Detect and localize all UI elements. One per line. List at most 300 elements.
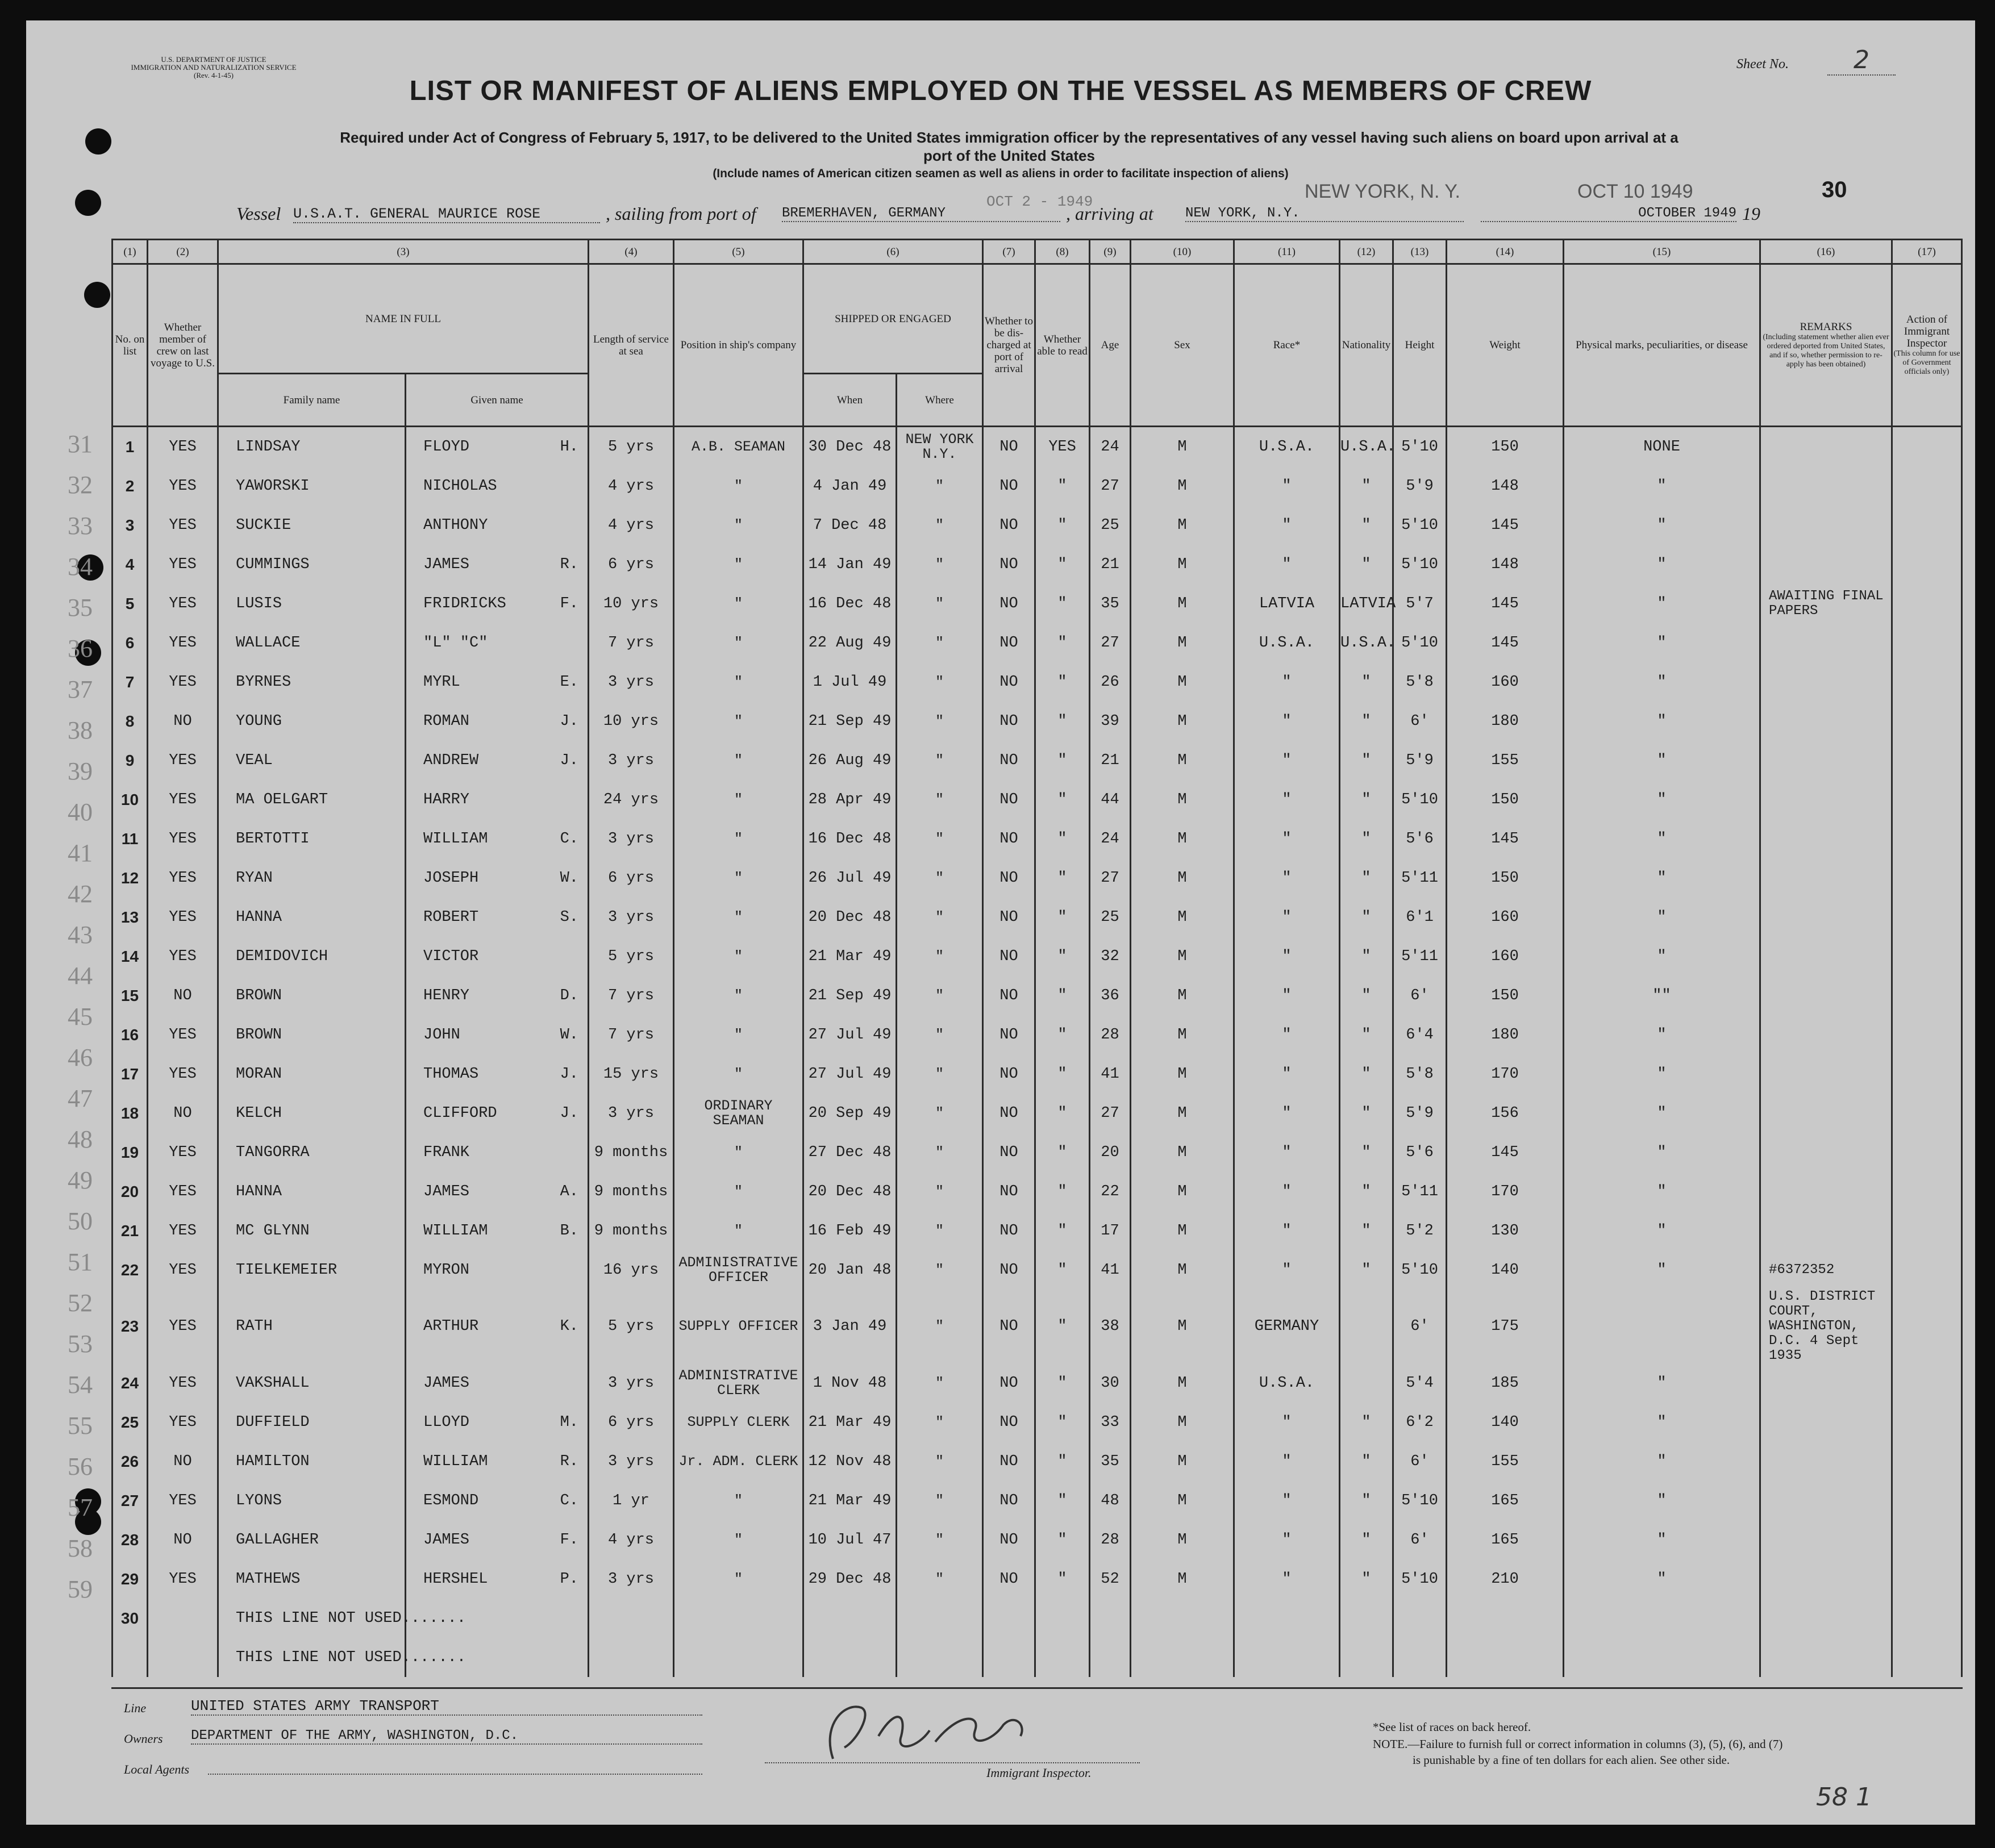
shipped-when-cell: 20 Jan 48 — [803, 1250, 897, 1290]
row-number: 8 — [113, 702, 148, 741]
margin-number: 42 — [68, 880, 93, 908]
family-name-cell: MATHEWS — [218, 1559, 406, 1599]
position-cell: " — [674, 976, 803, 1015]
remarks-cell — [1760, 427, 1892, 467]
family-name-cell: BYRNES — [218, 662, 406, 702]
shipped-when-cell: 27 Jul 49 — [803, 1015, 897, 1054]
family-name-cell: YOUNG — [218, 702, 406, 741]
last-voyage-cell: YES — [148, 1481, 218, 1520]
shipped-when-cell: 7 Dec 48 — [803, 506, 897, 545]
remarks-cell — [1760, 1172, 1892, 1211]
discharged-cell: NO — [983, 506, 1035, 545]
given-name: VICTOR — [423, 948, 479, 965]
manifest-sheet — [26, 20, 1975, 1825]
position-cell: " — [674, 1211, 803, 1250]
header-shipped-engaged: SHIPPED OR ENGAGED — [803, 264, 983, 374]
shipped-when-cell: 20 Dec 48 — [803, 1172, 897, 1211]
race-cell — [1234, 1638, 1340, 1677]
nationality-cell — [1340, 1599, 1393, 1638]
action-cell — [1892, 1015, 1962, 1054]
column-number: (13) — [1393, 240, 1447, 264]
family-name-cell: BROWN — [218, 976, 406, 1015]
weight-cell: 160 — [1447, 662, 1564, 702]
given-name-cell — [406, 976, 589, 1015]
remarks-cell — [1760, 898, 1892, 937]
given-name-cell — [406, 623, 589, 662]
family-name-cell: MORAN — [218, 1054, 406, 1094]
shipped-when-cell — [803, 1599, 897, 1638]
height-cell: 6' — [1393, 1520, 1447, 1559]
given-name: THOMAS — [423, 1065, 479, 1083]
nationality-cell: " — [1340, 1520, 1393, 1559]
action-cell — [1892, 1290, 1962, 1363]
sex-cell: M — [1131, 545, 1234, 584]
column-number: (6) — [803, 240, 983, 264]
last-voyage-cell: YES — [148, 1250, 218, 1290]
race-cell — [1234, 1599, 1340, 1638]
header-sex: Sex — [1131, 264, 1234, 427]
last-voyage-cell: NO — [148, 1442, 218, 1481]
nationality-cell: " — [1340, 898, 1393, 937]
sex-cell — [1131, 1599, 1234, 1638]
shipped-when-cell: 27 Jul 49 — [803, 1054, 897, 1094]
weight-cell: 180 — [1447, 702, 1564, 741]
discharged-cell: NO — [983, 545, 1035, 584]
weight-cell: 156 — [1447, 1094, 1564, 1133]
given-name-cell — [406, 858, 589, 898]
given-name: LLOYD — [423, 1413, 470, 1431]
able-read-cell: " — [1035, 1250, 1090, 1290]
remarks-title: REMARKS — [1800, 321, 1852, 333]
action-cell — [1892, 1559, 1962, 1599]
given-name: ESMOND — [423, 1492, 479, 1509]
height-cell: 5'10 — [1393, 1250, 1447, 1290]
service-length-cell: 10 yrs — [589, 702, 674, 741]
table-row — [113, 1481, 1962, 1520]
last-voyage-cell: YES — [148, 427, 218, 467]
middle-initial: M. — [560, 1413, 578, 1431]
able-read-cell: YES — [1035, 427, 1090, 467]
middle-initial: S. — [560, 908, 578, 926]
race-cell: " — [1234, 1520, 1340, 1559]
margin-number: 59 — [68, 1575, 93, 1603]
able-read-cell: " — [1035, 1403, 1090, 1442]
shipped-where-cell: " — [897, 819, 983, 858]
race-cell: U.S.A. — [1234, 623, 1340, 662]
row-number: 24 — [113, 1363, 148, 1403]
row-number: 2 — [113, 466, 148, 506]
given-name: ANDREW — [423, 752, 479, 769]
given-name: FRIDRICKS — [423, 595, 506, 612]
discharged-cell — [983, 1599, 1035, 1638]
shipped-where-cell: " — [897, 1094, 983, 1133]
nationality-cell — [1340, 1290, 1393, 1363]
middle-initial: W. — [560, 1026, 578, 1044]
position-cell: " — [674, 1133, 803, 1172]
action-cell — [1892, 1211, 1962, 1250]
race-cell: " — [1234, 1094, 1340, 1133]
family-name-cell: DEMIDOVICH — [218, 937, 406, 976]
column-number: (11) — [1234, 240, 1340, 264]
last-voyage-cell: YES — [148, 858, 218, 898]
discharged-cell: NO — [983, 1481, 1035, 1520]
year-label: 19 — [1742, 203, 1760, 224]
arrival-stamp-date: OCT 10 1949 — [1577, 181, 1693, 202]
given-name-cell — [406, 545, 589, 584]
service-length-cell: 24 yrs — [589, 780, 674, 819]
given-name: FLOYD — [423, 438, 470, 456]
physical-marks-cell: " — [1564, 741, 1760, 780]
last-voyage-cell: NO — [148, 976, 218, 1015]
able-read-cell: " — [1035, 545, 1090, 584]
column-number: (1) — [113, 240, 148, 264]
position-cell: Jr. ADM. CLERK — [674, 1442, 803, 1481]
physical-marks-cell: " — [1564, 819, 1760, 858]
shipped-when-cell: 21 Mar 49 — [803, 1481, 897, 1520]
service-length-cell: 7 yrs — [589, 976, 674, 1015]
height-cell: 5'6 — [1393, 819, 1447, 858]
shipped-when-cell: 16 Feb 49 — [803, 1211, 897, 1250]
arriving-label: , arriving at — [1066, 203, 1153, 224]
family-name-cell: TANGORRA — [218, 1133, 406, 1172]
physical-marks-cell: " — [1564, 1442, 1760, 1481]
row-number: 16 — [113, 1015, 148, 1054]
sex-cell: M — [1131, 1250, 1234, 1290]
crew-manifest-table — [111, 239, 1963, 1677]
position-cell: " — [674, 1481, 803, 1520]
column-number: (15) — [1564, 240, 1760, 264]
last-voyage-cell: YES — [148, 623, 218, 662]
given-name: WILLIAM — [423, 1453, 488, 1470]
race-cell: " — [1234, 1015, 1340, 1054]
shipped-when-cell: 20 Dec 48 — [803, 898, 897, 937]
position-cell: " — [674, 1172, 803, 1211]
header-name-in-full: NAME IN FULL — [218, 264, 589, 374]
action-cell — [1892, 1403, 1962, 1442]
last-voyage-cell: YES — [148, 780, 218, 819]
shipped-when-cell: 21 Mar 49 — [803, 1403, 897, 1442]
weight-cell: 155 — [1447, 1442, 1564, 1481]
table-row — [113, 1442, 1962, 1481]
race-cell: " — [1234, 858, 1340, 898]
table-row — [113, 662, 1962, 702]
discharged-cell: NO — [983, 780, 1035, 819]
subtitle-line: Required under Act of Congress of February 5, 1917, to be delivered to the United States immigration officer by the representatives of any vessel having such aliens on board upon arrival at a — [340, 129, 1679, 146]
race-cell: LATVIA — [1234, 584, 1340, 623]
shipped-where-cell: " — [897, 1403, 983, 1442]
discharged-cell: NO — [983, 662, 1035, 702]
given-name-cell — [406, 1559, 589, 1599]
height-cell: 6'4 — [1393, 1015, 1447, 1054]
sex-cell: M — [1131, 1172, 1234, 1211]
shipped-where-cell: NEW YORK N.Y. — [897, 427, 983, 467]
given-name: ARTHUR — [423, 1318, 479, 1335]
family-name-cell: WALLACE — [218, 623, 406, 662]
nationality-cell: " — [1340, 1211, 1393, 1250]
last-voyage-cell — [148, 1599, 218, 1638]
shipped-when-cell: 1 Jul 49 — [803, 662, 897, 702]
sex-cell: M — [1131, 741, 1234, 780]
discharged-cell: NO — [983, 1015, 1035, 1054]
position-cell — [674, 1599, 803, 1638]
table-row — [113, 545, 1962, 584]
service-length-cell: 6 yrs — [589, 545, 674, 584]
header-when: When — [803, 374, 897, 427]
sex-cell: M — [1131, 898, 1234, 937]
able-read-cell: " — [1035, 1363, 1090, 1403]
shipped-where-cell: " — [897, 780, 983, 819]
service-length-cell: 5 yrs — [589, 1290, 674, 1363]
height-cell: 6'1 — [1393, 898, 1447, 937]
age-cell: 35 — [1090, 584, 1131, 623]
service-length-cell: 4 yrs — [589, 466, 674, 506]
remarks-note: (Including statement whether alien ever ordered deported from United States, and if so, whether permission to re-apply has been obtained) — [1763, 333, 1889, 369]
sex-cell: M — [1131, 858, 1234, 898]
given-name: HERSHEL — [423, 1570, 488, 1588]
height-cell: 5'9 — [1393, 1094, 1447, 1133]
action-cell — [1892, 662, 1962, 702]
race-cell: " — [1234, 702, 1340, 741]
given-name-cell — [406, 819, 589, 858]
shipped-when-cell: 14 Jan 49 — [803, 545, 897, 584]
given-name: HENRY — [423, 987, 470, 1004]
last-voyage-cell: YES — [148, 1211, 218, 1250]
given-name-cell — [406, 427, 589, 467]
height-cell: 5'9 — [1393, 466, 1447, 506]
header-where: Where — [897, 374, 983, 427]
shipped-where-cell: " — [897, 937, 983, 976]
agents-label: Local Agents — [124, 1762, 190, 1776]
discharged-cell: NO — [983, 623, 1035, 662]
weight-cell: 165 — [1447, 1481, 1564, 1520]
sex-cell: M — [1131, 976, 1234, 1015]
middle-initial: J. — [560, 712, 578, 730]
given-name: JAMES — [423, 1374, 470, 1392]
shipped-where-cell: " — [897, 976, 983, 1015]
races-note: *See list of races on back hereof. — [1373, 1720, 1531, 1734]
service-length-cell: 15 yrs — [589, 1054, 674, 1094]
remarks-cell — [1760, 1442, 1892, 1481]
action-cell — [1892, 1094, 1962, 1133]
weight-cell: 145 — [1447, 584, 1564, 623]
action-cell — [1892, 702, 1962, 741]
middle-initial: J. — [560, 1065, 578, 1083]
height-cell: 5'7 — [1393, 584, 1447, 623]
shipped-when-cell: 4 Jan 49 — [803, 466, 897, 506]
position-cell: " — [674, 741, 803, 780]
weight-cell: 210 — [1447, 1559, 1564, 1599]
nationality-cell: " — [1340, 741, 1393, 780]
family-name-cell: GALLAGHER — [218, 1520, 406, 1559]
position-cell: SUPPLY CLERK — [674, 1403, 803, 1442]
age-cell: 27 — [1090, 858, 1131, 898]
remarks-cell — [1760, 1015, 1892, 1054]
sex-cell: M — [1131, 427, 1234, 467]
family-name-cell: KELCH — [218, 1094, 406, 1133]
sailing-stamp: OCT 2 - 1949 — [986, 193, 1093, 210]
physical-marks-cell: " — [1564, 506, 1760, 545]
shipped-when-cell: 16 Dec 48 — [803, 819, 897, 858]
table-row — [113, 976, 1962, 1015]
physical-marks-cell: " — [1564, 1520, 1760, 1559]
last-voyage-cell: YES — [148, 1559, 218, 1599]
sex-cell: M — [1131, 1520, 1234, 1559]
action-cell — [1892, 466, 1962, 506]
row-number: 20 — [113, 1172, 148, 1211]
sex-cell: M — [1131, 702, 1234, 741]
given-name: NICHOLAS — [423, 477, 497, 495]
weight-cell: 140 — [1447, 1403, 1564, 1442]
action-cell — [1892, 1638, 1962, 1677]
remarks-cell — [1760, 976, 1892, 1015]
sailing-port: BREMERHAVEN, GERMANY — [782, 206, 1060, 222]
crew-rows — [113, 427, 1962, 1678]
sheet-number: 2 — [1827, 45, 1896, 76]
given-name-cell — [406, 1363, 589, 1403]
remarks-cell — [1760, 1520, 1892, 1559]
physical-marks-cell: "" — [1564, 976, 1760, 1015]
middle-initial: R. — [560, 556, 578, 573]
middle-initial: A. — [560, 1183, 578, 1200]
header-no-on-list: No. on list — [113, 264, 148, 427]
page-mark: 58 1 — [1816, 1783, 1872, 1812]
given-name: ROMAN — [423, 712, 470, 730]
table-row — [113, 898, 1962, 937]
discharged-cell: NO — [983, 702, 1035, 741]
table-row — [113, 1054, 1962, 1094]
arriving-port: NEW YORK, N.Y. — [1185, 206, 1464, 222]
action-cell — [1892, 898, 1962, 937]
age-cell: 30 — [1090, 1363, 1131, 1403]
able-read-cell: " — [1035, 584, 1090, 623]
height-cell: 5'6 — [1393, 1133, 1447, 1172]
physical-marks-cell: " — [1564, 1211, 1760, 1250]
shipped-where-cell: " — [897, 1481, 983, 1520]
weight-cell: 148 — [1447, 545, 1564, 584]
position-cell: ADMINISTRATIVE CLERK — [674, 1363, 803, 1403]
header-family-name: Family name — [218, 374, 406, 427]
height-cell: 5'10 — [1393, 506, 1447, 545]
shipped-where-cell: " — [897, 1015, 983, 1054]
height-cell: 6' — [1393, 1442, 1447, 1481]
weight-cell — [1447, 1599, 1564, 1638]
weight-cell: 170 — [1447, 1054, 1564, 1094]
family-name-cell: BERTOTTI — [218, 819, 406, 858]
weight-cell: 150 — [1447, 780, 1564, 819]
subtitle-note: (Include names of American citizen seamen as well as aliens in order to facilitate inspection of aliens) — [713, 167, 1289, 180]
subtitle-line: port of the United States — [923, 147, 1095, 164]
given-name-cell — [406, 1211, 589, 1250]
sex-cell: M — [1131, 1094, 1234, 1133]
last-voyage-cell: YES — [148, 1054, 218, 1094]
age-cell: 26 — [1090, 662, 1131, 702]
row-number — [113, 1638, 148, 1677]
race-cell: " — [1234, 1442, 1340, 1481]
able-read-cell: " — [1035, 623, 1090, 662]
physical-marks-cell — [1564, 1290, 1760, 1363]
table-row — [113, 1015, 1962, 1054]
shipped-when-cell: 1 Nov 48 — [803, 1363, 897, 1403]
nationality-cell: " — [1340, 1015, 1393, 1054]
line-value: UNITED STATES ARMY TRANSPORT — [191, 1697, 702, 1716]
position-cell — [674, 1638, 803, 1677]
position-cell: " — [674, 662, 803, 702]
shipped-when-cell: 26 Jul 49 — [803, 858, 897, 898]
shipped-when-cell: 27 Dec 48 — [803, 1133, 897, 1172]
last-voyage-cell: YES — [148, 584, 218, 623]
shipped-when-cell: 21 Sep 49 — [803, 976, 897, 1015]
shipped-when-cell: 29 Dec 48 — [803, 1559, 897, 1599]
given-name: JAMES — [423, 556, 470, 573]
shipped-where-cell: " — [897, 1133, 983, 1172]
margin-number: 55 — [68, 1412, 93, 1440]
age-cell: 38 — [1090, 1290, 1131, 1363]
discharged-cell: NO — [983, 976, 1035, 1015]
table-bottom-rule — [111, 1687, 1963, 1689]
row-number: 12 — [113, 858, 148, 898]
table-row — [113, 427, 1962, 467]
age-cell: 44 — [1090, 780, 1131, 819]
action-cell — [1892, 1054, 1962, 1094]
given-name-cell — [406, 937, 589, 976]
sex-cell: M — [1131, 937, 1234, 976]
margin-number: 53 — [68, 1330, 93, 1358]
physical-marks-cell: " — [1564, 858, 1760, 898]
line-label: Line — [124, 1701, 147, 1715]
position-cell: " — [674, 898, 803, 937]
margin-number: 45 — [68, 1003, 93, 1031]
column-number: (10) — [1131, 240, 1234, 264]
nationality-cell: " — [1340, 819, 1393, 858]
last-voyage-cell: YES — [148, 937, 218, 976]
race-cell: " — [1234, 1172, 1340, 1211]
table-row — [113, 1250, 1962, 1290]
height-cell: 5'11 — [1393, 1172, 1447, 1211]
family-name-cell: SUCKIE — [218, 506, 406, 545]
race-cell: " — [1234, 1559, 1340, 1599]
shipped-where-cell: " — [897, 623, 983, 662]
table-row — [113, 1172, 1962, 1211]
position-cell: SUPPLY OFFICER — [674, 1290, 803, 1363]
service-length-cell: 6 yrs — [589, 858, 674, 898]
sex-cell: M — [1131, 780, 1234, 819]
service-length-cell — [589, 1599, 674, 1638]
row-number: 22 — [113, 1250, 148, 1290]
margin-number: 34 — [68, 553, 93, 581]
row-number: 28 — [113, 1520, 148, 1559]
age-cell: 21 — [1090, 545, 1131, 584]
table-row — [113, 1290, 1962, 1363]
weight-cell: 165 — [1447, 1520, 1564, 1559]
age-cell: 21 — [1090, 741, 1131, 780]
table-row — [113, 506, 1962, 545]
discharged-cell: NO — [983, 1520, 1035, 1559]
last-voyage-cell: YES — [148, 1363, 218, 1403]
sex-cell: M — [1131, 1290, 1234, 1363]
action-cell — [1892, 819, 1962, 858]
sex-cell: M — [1131, 1054, 1234, 1094]
remarks-cell — [1760, 858, 1892, 898]
last-voyage-cell: YES — [148, 1403, 218, 1442]
last-voyage-cell: NO — [148, 1520, 218, 1559]
age-cell: 33 — [1090, 1403, 1131, 1442]
action-cell — [1892, 1133, 1962, 1172]
remarks-cell — [1760, 662, 1892, 702]
service-length-cell: 1 yr — [589, 1481, 674, 1520]
action-cell — [1892, 545, 1962, 584]
given-name-cell — [406, 1250, 589, 1290]
physical-marks-cell: " — [1564, 1172, 1760, 1211]
